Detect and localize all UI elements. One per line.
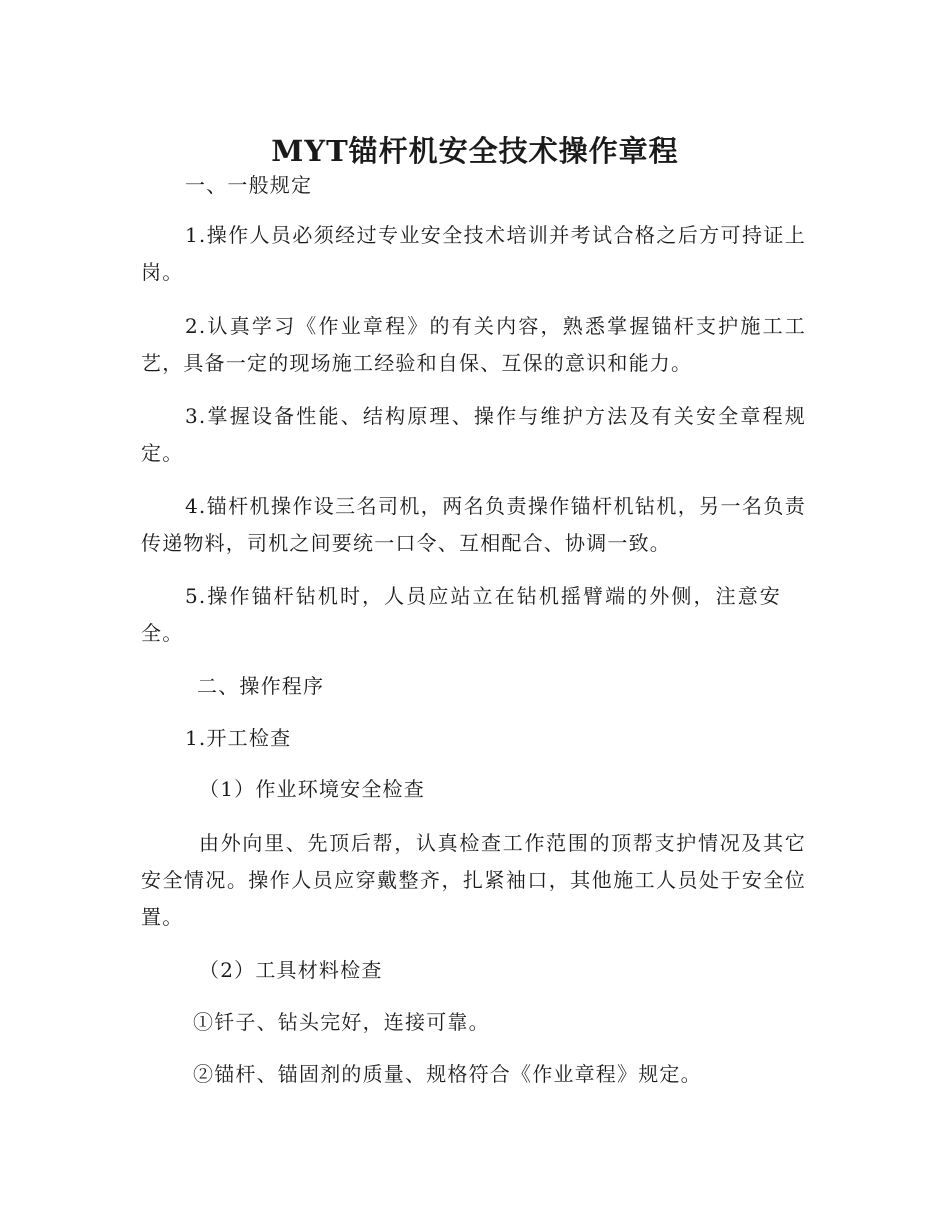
paragraph-rule-5: 5.操作锚杆钻机时，人员应站立在钻机摇臂端的外侧，注意安全。 (141, 584, 781, 645)
list-item-bolts-quality: ②锚杆、锚固剂的质量、规格符合《作业章程》规定。 (193, 1062, 702, 1086)
subheading-environment-check: （1）作业环境安全检查 (199, 777, 425, 801)
subheading-tools-check: （2）工具材料检查 (199, 958, 383, 982)
subheading-startup-check: 1.开工检查 (185, 726, 292, 750)
paragraph-rule-3: 3.掌握设备性能、结构原理、操作与维护方法及有关安全章程规定。 (141, 404, 806, 465)
list-item-drill-bits: ①钎子、钻头完好，连接可靠。 (193, 1010, 490, 1034)
paragraph-rule-4: 4.锚杆机操作设三名司机，两名负责操作锚杆机钻机，另一名负责传递物料，司机之间要统一口令、互相配合、协调一致。 (141, 494, 806, 555)
page-title: MYT锚杆机安全技术操作章程 (271, 134, 679, 169)
section-heading-procedure: 二、操作程序 (197, 674, 325, 698)
section-heading-general: 一、一般规定 (185, 173, 313, 197)
paragraph-rule-2: 2.认真学习《作业章程》的有关内容，熟悉掌握锚杆支护施工工艺，具备一定的现场施工经验和自保、互保的意识和能力。 (141, 314, 806, 375)
paragraph-environment-check: 由外向里、先顶后帮，认真检查工作范围的顶帮支护情况及其它安全情况。操作人员应穿戴整齐，扎紧袖口，其他施工人员处于安全位置。 (141, 831, 806, 929)
paragraph-rule-1: 1.操作人员必须经过专业安全技术培训并考试合格之后方可持证上岗。 (141, 223, 806, 284)
